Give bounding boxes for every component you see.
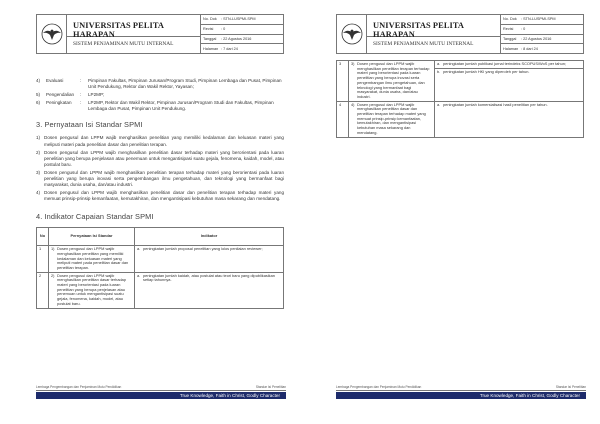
column-header: Pernyataan Isi Standar (49, 228, 135, 246)
list-item: 3) Dosen pengusul dan LPPM wajib menghasilkan penelitian terapan terhadap materi yang berorientasi pada luaran penelitian yang berupa inovasi serta pengembangan ilmu pengetahuan, dan teknologi yang bermanfaat bagi masyarakat, dunia usaha, dan/atau industri. (36, 169, 284, 188)
role-list (36, 78, 284, 112)
section-heading: 3. Pernyataan Isi Standar SPMI (36, 120, 143, 130)
list-item: 4) Evaluasi : Pimpinan Fakultas, Pimpinan Jurusan/Program Studi, Pimpinan Lembaga dan Pusat, Pimpinan Unit Pendukung, Rektor dan Wakil Rektor, Yayasan; (36, 78, 282, 90)
meta-row: Revisi : 0 (201, 25, 283, 35)
footer-motto: True Knowledge, Faith in Christ, Godly Character (336, 392, 586, 399)
table-row: 3 3) Dosen pengusul dan LPPM wajib menghasilkan penelitian terapan terhadap materi yang berorientasi pada luaran penelitian yang berupa inovasi serta pengembangan ilmu pengetahuan, dan teknologi yang bermanfaat bagi masyarakat, dunia usaha, dan/atau industri. a. peningkatan jumlah publikasi jurnal terindeks SCOPUS/WoS per tahun; b. peningkatan jumlah HKI yang diperoleh per tahun. (337, 61, 584, 102)
page-footer: Lembaga Pengembangan dan Penjaminan Mutu Pendidikan Standar Isi Penelitian True Knowledge, Faith in Christ, Godly Character (36, 385, 286, 398)
list-item: 6) Peningkatan : LP2MP, Rektor dan Wakil Rektor, Pimpinan Jurusan/Program Studi dan Fakultas, Pimpinan Lembaga dan Pusat, Pimpinan Unit Pendukung. (36, 100, 274, 112)
system-name: SISTEM PENJAMINAN MUTU INTERNAL (373, 41, 474, 47)
table-row: 2 2) Dosen pengusul dan LPPM wajib menghasilkan penelitian dasar terhadap materi yang berorientasi pada luaran penelitian yang berupa penjelasan atau penemuan untuk mengantisipasi suatu gejala, fenomena, kaidah, model, atau postulat baru. a. peningkatan jumlah kaidah, atau postulat atau teori baru yang dipublikasikan setiap tahunnya. (37, 272, 284, 308)
document-meta (201, 15, 283, 53)
eagle-emblem-icon (341, 23, 363, 45)
table-row: 4 4) Dosen pengusul dan LPPM wajib menghasilkan penelitian dasar dan penelitian terapan terhadap materi yang memuat prinsip-prinsip kemanfaatan, kemutakhiran, dan mengantisipasi kebutuhan masa sekarang dan mendatang. a. peningkatan jumlah komersialisasi hasil penelitian per tahun. (337, 101, 584, 137)
meta-row: Tanggal : 22 Agustus 2016 (501, 35, 583, 45)
university-logo (37, 15, 67, 53)
document-page-right (300, 0, 600, 424)
document-header (336, 14, 584, 54)
list-item: 2) Dosen pengusul dan LPPM wajib menghasilkan penelitian dasar terhadap materi yang berorientasi pada luaran penelitian yang berupa penjelasan atau penemuan untuk mengantisipasi suatu gejala, fenomena, kaidah, model, atau postulat baru. (36, 149, 284, 167)
university-name: UNIVERSITAS PELITA HARAPAN (67, 15, 200, 37)
table-header-row (37, 228, 284, 246)
university-name: UNIVERSITAS PELITA HARAPAN (367, 15, 500, 37)
footer-motto: True Knowledge, Faith in Christ, Godly Character (36, 392, 286, 399)
meta-row: No. Dok : STN-LUSPMI-SPM (201, 15, 283, 25)
meta-row: No. Dok : STN-LUSPMI-SPM (501, 15, 583, 25)
system-name: SISTEM PENJAMINAN MUTU INTERNAL (73, 41, 174, 47)
indicator-table-continued (336, 60, 584, 138)
list-item: 4) Dosen pengusul dan LPPM wajib menghasilkan penelitian dasar dan penelitian terapan terhadap materi yang memuat prinsip-prinsip kemanfaatan, kemutakhiran, dan mengantisipasi kebutuhan masa sekarang dan mendatang. (36, 190, 284, 202)
column-header: No (37, 228, 49, 246)
university-logo (337, 15, 367, 53)
section-heading: 4. Indikator Capaian Standar SPMI (36, 212, 154, 222)
column-header: Indikator (135, 228, 284, 246)
list-item: 5) Pengendalian : LP2MP; (36, 92, 105, 98)
document-header (36, 14, 284, 54)
list-item: 1) Dosen pengusul dan LPPM wajib menghasilkan penelitian yang memiliki kedalaman dan keluasan materi yang meliputi materi pada penelitian dasar dan penelitian terapan. (36, 135, 284, 147)
eagle-emblem-icon (41, 23, 63, 45)
meta-row: Tanggal : 22 Agustus 2016 (201, 35, 283, 45)
meta-row: Revisi : 0 (501, 25, 583, 35)
document-meta (501, 15, 583, 53)
meta-row: Halaman : 7 dari 24 (203, 46, 238, 51)
indicator-table (36, 227, 284, 308)
table-row: 1 1) Dosen pengusul dan LPPM wajib menghasilkan penelitian yang memiliki kedalaman dan keluasan materi yang meliputi materi pada penelitian dasar dan penelitian terapan. a. peningkatan jumlah proposal penelitian yang lolos penilaian reviewer; (37, 246, 284, 273)
meta-row: Halaman : 8 dari 24 (503, 46, 538, 51)
page-footer: Lembaga Pengembangan dan Penjaminan Mutu Pendidikan Standar Isi Penelitian True Knowledge, Faith in Christ, Godly Character (336, 385, 586, 398)
standard-statements (36, 135, 284, 202)
